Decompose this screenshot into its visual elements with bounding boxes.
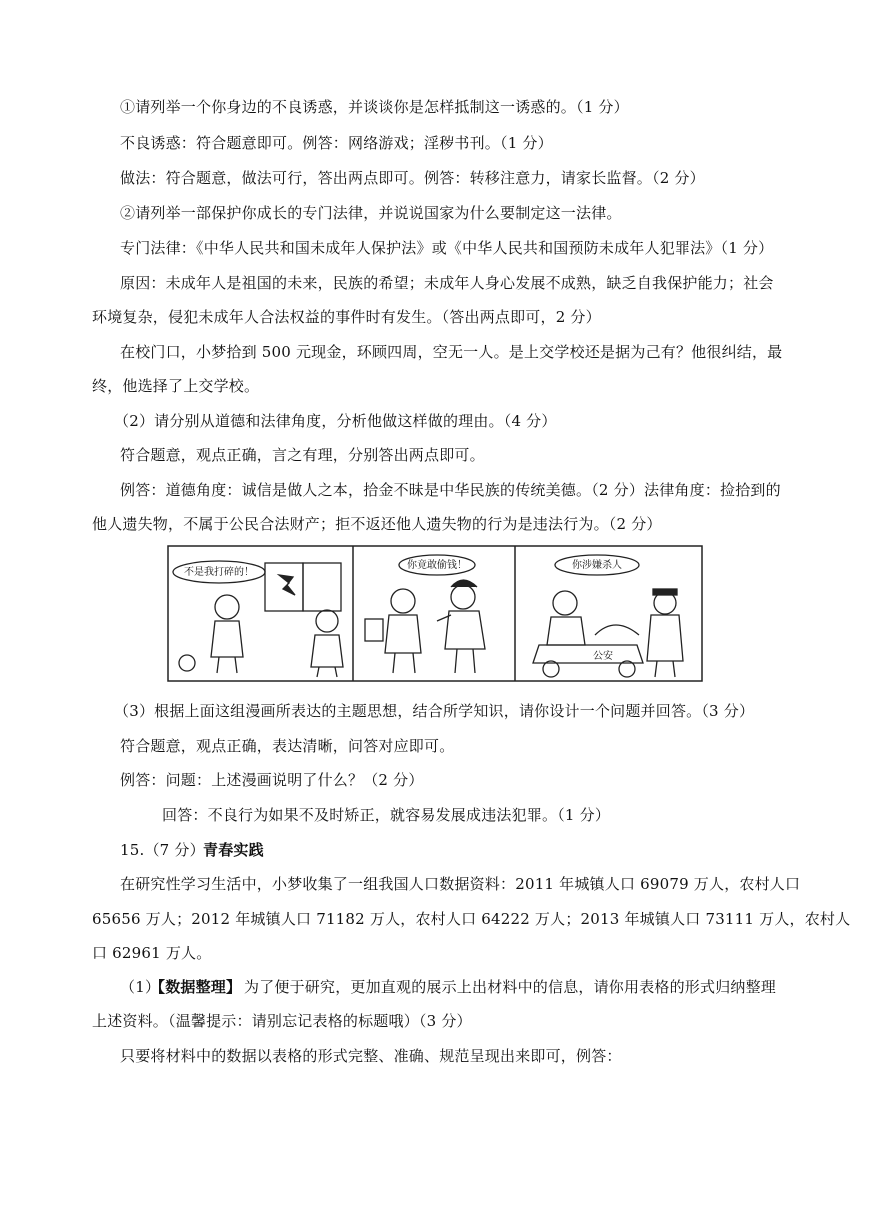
cartoon-panel-1: [173, 561, 343, 677]
text-line: 原因：未成年人是祖国的未来，民族的希望；未成年人身心发展不成熟，缺乏自我保护能力；社会: [120, 274, 774, 292]
text-line: 上述资料。（温馨提示：请别忘记表格的标题哦）（3 分）: [92, 1012, 472, 1030]
text-line: 在研究性学习生活中，小梦收集了一组我国人口数据资料：2011 年城镇人口 69079 万人，农村人口: [120, 875, 801, 893]
text-line: 专门法律：《中华人民共和国未成年人保护法》或《中华人民共和国预防未成年人犯罪法》（1 分）: [120, 239, 774, 257]
text-line: 例答：问题：上述漫画说明了什么？（2 分）: [120, 771, 424, 789]
text-line: 不良诱惑：符合题意即可。例答：网络游戏；淫秽书刊。（1 分）: [120, 134, 553, 152]
cartoon-bubble-2: 你竟敢偷钱！: [407, 560, 467, 571]
text-line: （1）: [120, 978, 161, 996]
cartoon-car-label: 公安: [593, 651, 613, 662]
text-line: （2）请分别从道德和法律角度，分析他做这样做的理由。（4 分）: [114, 412, 557, 430]
text-line: 符合题意，观点正确，表达清晰，问答对应即可。: [120, 737, 455, 755]
text-line: 符合题意，观点正确，言之有理，分别答出两点即可。: [120, 446, 485, 464]
data-organize-heading: 【数据整理】: [150, 978, 242, 996]
cartoon-strip: [167, 545, 703, 682]
text-line: 做法：符合题意，做法可行，答出两点即可。例答：转移注意力，请家长监督。（2 分）: [120, 169, 705, 187]
text-line: 只要将材料中的数据以表格的形式完整、准确、规范呈现出来即可，例答：: [120, 1047, 622, 1065]
text-line: 终，他选择了上交学校。: [92, 377, 260, 395]
text-line: 他人遗失物，不属于公民合法财产；拒不返还他人遗失物的行为是违法行为。（2 分）: [92, 515, 662, 533]
cartoon-bubble-1: 不是我打碎的！: [184, 567, 254, 578]
text-line: 65656 万人；2012 年城镇人口 71182 万人，农村人口 64222 万人；2013 年城镇人口 73111 万人，农村人: [92, 910, 851, 928]
cartoon-bubble-3: 你涉嫌杀人: [572, 560, 622, 571]
text-line: （3）根据上面这组漫画所表达的主题思想，结合所学知识，请你设计一个问题并回答。（3 分）: [114, 702, 755, 720]
cartoon-panel-2: [365, 555, 485, 673]
question-number: 15.（7 分）: [120, 841, 205, 859]
text-line: 为了便于研究，更加直观的展示上出材料中的信息，请你用表格的形式归纳整理: [244, 978, 777, 996]
text-line: ②请列举一部保护你成长的专门法律，并说说国家为什么要制定这一法律。: [120, 204, 622, 222]
text-line: 例答：道德角度：诚信是做人之本，拾金不昧是中华民族的传统美德。（2 分）法律角度：捡拾到的: [120, 481, 781, 499]
text-line: 在校门口，小梦拾到 500 元现金，环顾四周，空无一人。是上交学校还是据为己有？他很纠结，最: [120, 343, 783, 361]
text-line: 回答：不良行为如果不及时矫正，就容易发展成违法犯罪。（1 分）: [162, 806, 611, 824]
text-line: 环境复杂，侵犯未成年人合法权益的事件时有发生。（答出两点即可，2 分）: [92, 308, 601, 326]
text-line: 口 62961 万人。: [92, 944, 212, 962]
section-title: 青春实践: [203, 841, 264, 859]
text-line: ①请列举一个你身边的不良诱惑，并谈谈你是怎样抵制这一诱惑的。（1 分）: [120, 98, 629, 116]
